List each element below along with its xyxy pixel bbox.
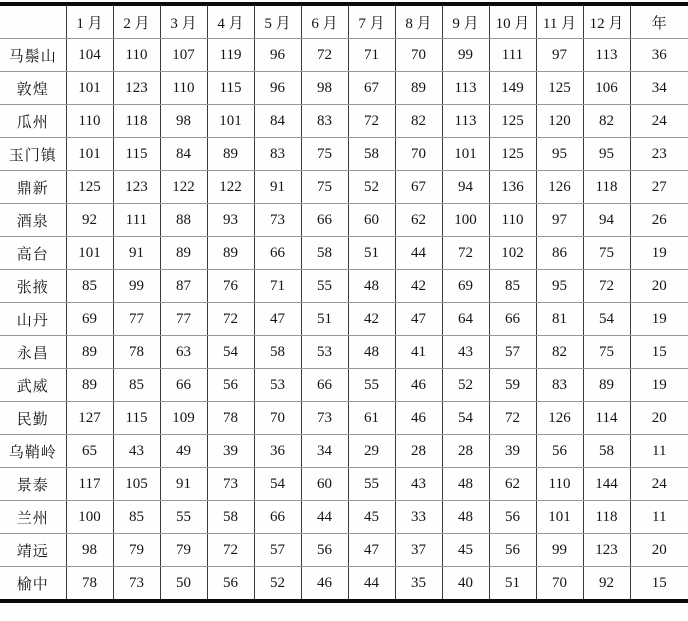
monthly-value-cell: 54: [442, 402, 489, 435]
monthly-value-cell: 64: [442, 303, 489, 336]
monthly-value-cell: 87: [160, 270, 207, 303]
monthly-value-cell: 83: [301, 105, 348, 138]
monthly-value-cell: 101: [207, 105, 254, 138]
monthly-value-cell: 88: [160, 204, 207, 237]
monthly-value-cell: 75: [301, 171, 348, 204]
annual-value-cell: 19: [630, 237, 688, 270]
monthly-value-cell: 123: [113, 72, 160, 105]
monthly-value-cell: 91: [160, 468, 207, 501]
table-row: [0, 501, 688, 534]
month-column-header: 5 月: [254, 4, 301, 39]
monthly-value-cell: 81: [536, 303, 583, 336]
monthly-value-cell: 63: [160, 336, 207, 369]
station-name-cell: 玉门镇: [0, 138, 66, 171]
monthly-value-cell: 85: [113, 369, 160, 402]
station-name-cell: 景泰: [0, 468, 66, 501]
annual-value-cell: 19: [630, 303, 688, 336]
annual-value-cell: 24: [630, 468, 688, 501]
monthly-value-cell: 69: [66, 303, 113, 336]
monthly-value-cell: 93: [207, 204, 254, 237]
monthly-value-cell: 101: [66, 237, 113, 270]
table-row: [0, 567, 688, 602]
monthly-value-cell: 73: [113, 567, 160, 602]
monthly-value-cell: 44: [395, 237, 442, 270]
monthly-value-cell: 72: [207, 303, 254, 336]
monthly-value-cell: 89: [395, 72, 442, 105]
monthly-value-cell: 66: [301, 204, 348, 237]
monthly-value-cell: 83: [254, 138, 301, 171]
monthly-value-cell: 62: [395, 204, 442, 237]
monthly-value-cell: 101: [536, 501, 583, 534]
monthly-value-cell: 73: [254, 204, 301, 237]
monthly-value-cell: 123: [113, 171, 160, 204]
monthly-value-cell: 57: [254, 534, 301, 567]
monthly-value-cell: 61: [348, 402, 395, 435]
monthly-value-cell: 72: [301, 39, 348, 72]
monthly-value-cell: 122: [160, 171, 207, 204]
station-name-cell: 榆中: [0, 567, 66, 602]
monthly-value-cell: 98: [160, 105, 207, 138]
monthly-value-cell: 94: [583, 204, 630, 237]
station-name-cell: 敦煌: [0, 72, 66, 105]
table-row: [0, 204, 688, 237]
monthly-value-cell: 91: [254, 171, 301, 204]
monthly-value-cell: 39: [207, 435, 254, 468]
monthly-value-cell: 118: [583, 501, 630, 534]
monthly-value-cell: 73: [207, 468, 254, 501]
station-name-cell: 山丹: [0, 303, 66, 336]
monthly-value-cell: 83: [536, 369, 583, 402]
monthly-value-cell: 76: [207, 270, 254, 303]
monthly-value-cell: 109: [160, 402, 207, 435]
monthly-value-cell: 115: [113, 402, 160, 435]
month-column-header: 8 月: [395, 4, 442, 39]
monthly-value-cell: 115: [207, 72, 254, 105]
monthly-value-cell: 115: [113, 138, 160, 171]
monthly-value-cell: 119: [207, 39, 254, 72]
table-row: [0, 369, 688, 402]
monthly-value-cell: 82: [583, 105, 630, 138]
monthly-value-cell: 56: [207, 369, 254, 402]
monthly-value-cell: 86: [536, 237, 583, 270]
monthly-value-cell: 78: [207, 402, 254, 435]
monthly-value-cell: 91: [113, 237, 160, 270]
monthly-value-cell: 111: [113, 204, 160, 237]
monthly-value-cell: 52: [254, 567, 301, 602]
monthly-value-cell: 111: [489, 39, 536, 72]
monthly-value-cell: 29: [348, 435, 395, 468]
monthly-value-cell: 33: [395, 501, 442, 534]
monthly-value-cell: 72: [348, 105, 395, 138]
table-row: [0, 534, 688, 567]
monthly-value-cell: 100: [442, 204, 489, 237]
table-row: [0, 72, 688, 105]
monthly-value-cell: 58: [301, 237, 348, 270]
station-name-cell: 鼎新: [0, 171, 66, 204]
table-row: [0, 270, 688, 303]
annual-value-cell: 23: [630, 138, 688, 171]
monthly-value-cell: 125: [489, 105, 536, 138]
monthly-value-cell: 73: [301, 402, 348, 435]
monthly-value-cell: 52: [442, 369, 489, 402]
station-name-cell: 靖远: [0, 534, 66, 567]
monthly-value-cell: 89: [207, 237, 254, 270]
station-name-cell: 张掖: [0, 270, 66, 303]
monthly-value-cell: 47: [348, 534, 395, 567]
monthly-value-cell: 110: [113, 39, 160, 72]
monthly-value-cell: 67: [348, 72, 395, 105]
monthly-value-cell: 46: [395, 369, 442, 402]
station-name-cell: 兰州: [0, 501, 66, 534]
year-column-header: 年: [630, 4, 688, 39]
month-column-header: 10 月: [489, 4, 536, 39]
monthly-value-cell: 44: [348, 567, 395, 602]
monthly-value-cell: 48: [442, 501, 489, 534]
table-row: [0, 138, 688, 171]
monthly-value-cell: 97: [536, 39, 583, 72]
station-name-cell: 瓜州: [0, 105, 66, 138]
monthly-value-cell: 55: [160, 501, 207, 534]
monthly-value-cell: 59: [489, 369, 536, 402]
monthly-value-cell: 125: [66, 171, 113, 204]
monthly-value-cell: 67: [395, 171, 442, 204]
table-row: [0, 336, 688, 369]
annual-value-cell: 26: [630, 204, 688, 237]
monthly-value-cell: 60: [301, 468, 348, 501]
monthly-value-cell: 75: [301, 138, 348, 171]
monthly-value-cell: 98: [66, 534, 113, 567]
monthly-value-cell: 95: [536, 270, 583, 303]
monthly-value-cell: 46: [301, 567, 348, 602]
monthly-value-cell: 106: [583, 72, 630, 105]
monthly-value-cell: 69: [442, 270, 489, 303]
monthly-value-cell: 28: [442, 435, 489, 468]
monthly-value-cell: 72: [207, 534, 254, 567]
monthly-value-cell: 85: [489, 270, 536, 303]
monthly-value-cell: 58: [348, 138, 395, 171]
monthly-value-cell: 43: [442, 336, 489, 369]
month-column-header: 12 月: [583, 4, 630, 39]
month-column-header: 7 月: [348, 4, 395, 39]
monthly-value-cell: 51: [489, 567, 536, 602]
monthly-value-cell: 114: [583, 402, 630, 435]
monthly-value-cell: 53: [254, 369, 301, 402]
monthly-value-cell: 78: [66, 567, 113, 602]
monthly-value-cell: 82: [395, 105, 442, 138]
monthly-value-cell: 55: [301, 270, 348, 303]
monthly-value-cell: 125: [536, 72, 583, 105]
monthly-value-cell: 55: [348, 369, 395, 402]
table-row: [0, 468, 688, 501]
annual-value-cell: 15: [630, 567, 688, 602]
monthly-value-cell: 43: [113, 435, 160, 468]
monthly-value-cell: 70: [254, 402, 301, 435]
monthly-value-cell: 44: [301, 501, 348, 534]
annual-value-cell: 20: [630, 534, 688, 567]
annual-value-cell: 20: [630, 270, 688, 303]
monthly-value-cell: 66: [254, 501, 301, 534]
monthly-value-cell: 65: [66, 435, 113, 468]
monthly-value-cell: 56: [207, 567, 254, 602]
monthly-value-cell: 89: [160, 237, 207, 270]
monthly-value-cell: 77: [160, 303, 207, 336]
annual-value-cell: 20: [630, 402, 688, 435]
monthly-value-cell: 48: [442, 468, 489, 501]
monthly-value-cell: 72: [442, 237, 489, 270]
monthly-value-cell: 101: [442, 138, 489, 171]
monthly-value-cell: 123: [583, 534, 630, 567]
monthly-value-cell: 127: [66, 402, 113, 435]
monthly-value-cell: 48: [348, 336, 395, 369]
monthly-value-cell: 122: [207, 171, 254, 204]
monthly-value-cell: 70: [395, 138, 442, 171]
table-row: [0, 105, 688, 138]
monthly-value-cell: 58: [583, 435, 630, 468]
monthly-value-cell: 104: [66, 39, 113, 72]
monthly-value-cell: 79: [160, 534, 207, 567]
monthly-value-cell: 101: [66, 138, 113, 171]
monthly-value-cell: 94: [442, 171, 489, 204]
header-row: [0, 4, 688, 39]
monthly-station-data-table: [0, 2, 688, 603]
monthly-value-cell: 99: [536, 534, 583, 567]
station-name-cell: 乌鞘岭: [0, 435, 66, 468]
station-name-cell: 民勤: [0, 402, 66, 435]
monthly-value-cell: 126: [536, 171, 583, 204]
monthly-value-cell: 95: [536, 138, 583, 171]
monthly-value-cell: 144: [583, 468, 630, 501]
month-column-header: 9 月: [442, 4, 489, 39]
monthly-value-cell: 62: [489, 468, 536, 501]
month-column-header: 6 月: [301, 4, 348, 39]
monthly-value-cell: 89: [66, 336, 113, 369]
monthly-value-cell: 95: [583, 138, 630, 171]
monthly-value-cell: 37: [395, 534, 442, 567]
annual-value-cell: 36: [630, 39, 688, 72]
month-column-header: 1 月: [66, 4, 113, 39]
monthly-value-cell: 66: [489, 303, 536, 336]
monthly-value-cell: 58: [254, 336, 301, 369]
monthly-value-cell: 58: [207, 501, 254, 534]
annual-value-cell: 15: [630, 336, 688, 369]
monthly-value-cell: 46: [395, 402, 442, 435]
station-name-cell: 马鬃山: [0, 39, 66, 72]
table-row: [0, 402, 688, 435]
monthly-value-cell: 47: [395, 303, 442, 336]
monthly-value-cell: 66: [254, 237, 301, 270]
corner-cell: [0, 4, 66, 39]
monthly-value-cell: 70: [395, 39, 442, 72]
monthly-value-cell: 36: [254, 435, 301, 468]
monthly-value-cell: 71: [254, 270, 301, 303]
monthly-value-cell: 118: [113, 105, 160, 138]
monthly-value-cell: 42: [348, 303, 395, 336]
monthly-value-cell: 98: [301, 72, 348, 105]
monthly-value-cell: 49: [160, 435, 207, 468]
monthly-value-cell: 51: [348, 237, 395, 270]
monthly-value-cell: 43: [395, 468, 442, 501]
monthly-value-cell: 97: [536, 204, 583, 237]
annual-value-cell: 11: [630, 435, 688, 468]
monthly-value-cell: 92: [66, 204, 113, 237]
monthly-value-cell: 55: [348, 468, 395, 501]
annual-value-cell: 19: [630, 369, 688, 402]
monthly-value-cell: 102: [489, 237, 536, 270]
monthly-value-cell: 105: [113, 468, 160, 501]
monthly-value-cell: 101: [66, 72, 113, 105]
station-name-cell: 高台: [0, 237, 66, 270]
month-column-header: 11 月: [536, 4, 583, 39]
monthly-value-cell: 96: [254, 72, 301, 105]
monthly-value-cell: 57: [489, 336, 536, 369]
monthly-value-cell: 117: [66, 468, 113, 501]
table-row: [0, 303, 688, 336]
monthly-value-cell: 35: [395, 567, 442, 602]
monthly-value-cell: 79: [113, 534, 160, 567]
monthly-value-cell: 84: [254, 105, 301, 138]
monthly-value-cell: 126: [536, 402, 583, 435]
monthly-value-cell: 113: [442, 72, 489, 105]
monthly-value-cell: 96: [254, 39, 301, 72]
table-row: [0, 435, 688, 468]
monthly-value-cell: 110: [66, 105, 113, 138]
monthly-value-cell: 100: [66, 501, 113, 534]
monthly-value-cell: 78: [113, 336, 160, 369]
monthly-value-cell: 89: [583, 369, 630, 402]
month-column-header: 4 月: [207, 4, 254, 39]
monthly-value-cell: 54: [254, 468, 301, 501]
monthly-value-cell: 113: [583, 39, 630, 72]
monthly-value-cell: 56: [489, 501, 536, 534]
monthly-value-cell: 75: [583, 237, 630, 270]
month-column-header: 2 月: [113, 4, 160, 39]
monthly-value-cell: 52: [348, 171, 395, 204]
monthly-value-cell: 54: [583, 303, 630, 336]
monthly-value-cell: 56: [301, 534, 348, 567]
station-name-cell: 酒泉: [0, 204, 66, 237]
monthly-value-cell: 107: [160, 39, 207, 72]
annual-value-cell: 27: [630, 171, 688, 204]
monthly-value-cell: 110: [536, 468, 583, 501]
monthly-value-cell: 125: [489, 138, 536, 171]
monthly-value-cell: 51: [301, 303, 348, 336]
monthly-value-cell: 82: [536, 336, 583, 369]
table-row: [0, 39, 688, 72]
monthly-value-cell: 39: [489, 435, 536, 468]
monthly-value-cell: 85: [113, 501, 160, 534]
monthly-value-cell: 48: [348, 270, 395, 303]
monthly-value-cell: 54: [207, 336, 254, 369]
monthly-value-cell: 34: [301, 435, 348, 468]
annual-value-cell: 34: [630, 72, 688, 105]
monthly-value-cell: 45: [348, 501, 395, 534]
monthly-value-cell: 75: [583, 336, 630, 369]
monthly-value-cell: 89: [66, 369, 113, 402]
annual-value-cell: 11: [630, 501, 688, 534]
monthly-value-cell: 40: [442, 567, 489, 602]
monthly-value-cell: 136: [489, 171, 536, 204]
monthly-value-cell: 92: [583, 567, 630, 602]
table-row: [0, 171, 688, 204]
monthly-value-cell: 120: [536, 105, 583, 138]
monthly-value-cell: 72: [583, 270, 630, 303]
station-name-cell: 武威: [0, 369, 66, 402]
monthly-value-cell: 118: [583, 171, 630, 204]
monthly-value-cell: 84: [160, 138, 207, 171]
monthly-value-cell: 113: [442, 105, 489, 138]
monthly-value-cell: 149: [489, 72, 536, 105]
monthly-value-cell: 89: [207, 138, 254, 171]
monthly-value-cell: 41: [395, 336, 442, 369]
table-row: [0, 237, 688, 270]
monthly-value-cell: 99: [113, 270, 160, 303]
monthly-value-cell: 56: [489, 534, 536, 567]
monthly-value-cell: 71: [348, 39, 395, 72]
monthly-value-cell: 66: [301, 369, 348, 402]
monthly-value-cell: 50: [160, 567, 207, 602]
monthly-value-cell: 77: [113, 303, 160, 336]
monthly-value-cell: 47: [254, 303, 301, 336]
annual-value-cell: 24: [630, 105, 688, 138]
monthly-value-cell: 70: [536, 567, 583, 602]
monthly-value-cell: 45: [442, 534, 489, 567]
monthly-value-cell: 56: [536, 435, 583, 468]
monthly-value-cell: 110: [489, 204, 536, 237]
monthly-value-cell: 42: [395, 270, 442, 303]
month-column-header: 3 月: [160, 4, 207, 39]
monthly-value-cell: 85: [66, 270, 113, 303]
station-name-cell: 永昌: [0, 336, 66, 369]
monthly-value-cell: 60: [348, 204, 395, 237]
monthly-value-cell: 72: [489, 402, 536, 435]
monthly-value-cell: 53: [301, 336, 348, 369]
monthly-value-cell: 28: [395, 435, 442, 468]
monthly-value-cell: 99: [442, 39, 489, 72]
monthly-value-cell: 66: [160, 369, 207, 402]
monthly-value-cell: 110: [160, 72, 207, 105]
